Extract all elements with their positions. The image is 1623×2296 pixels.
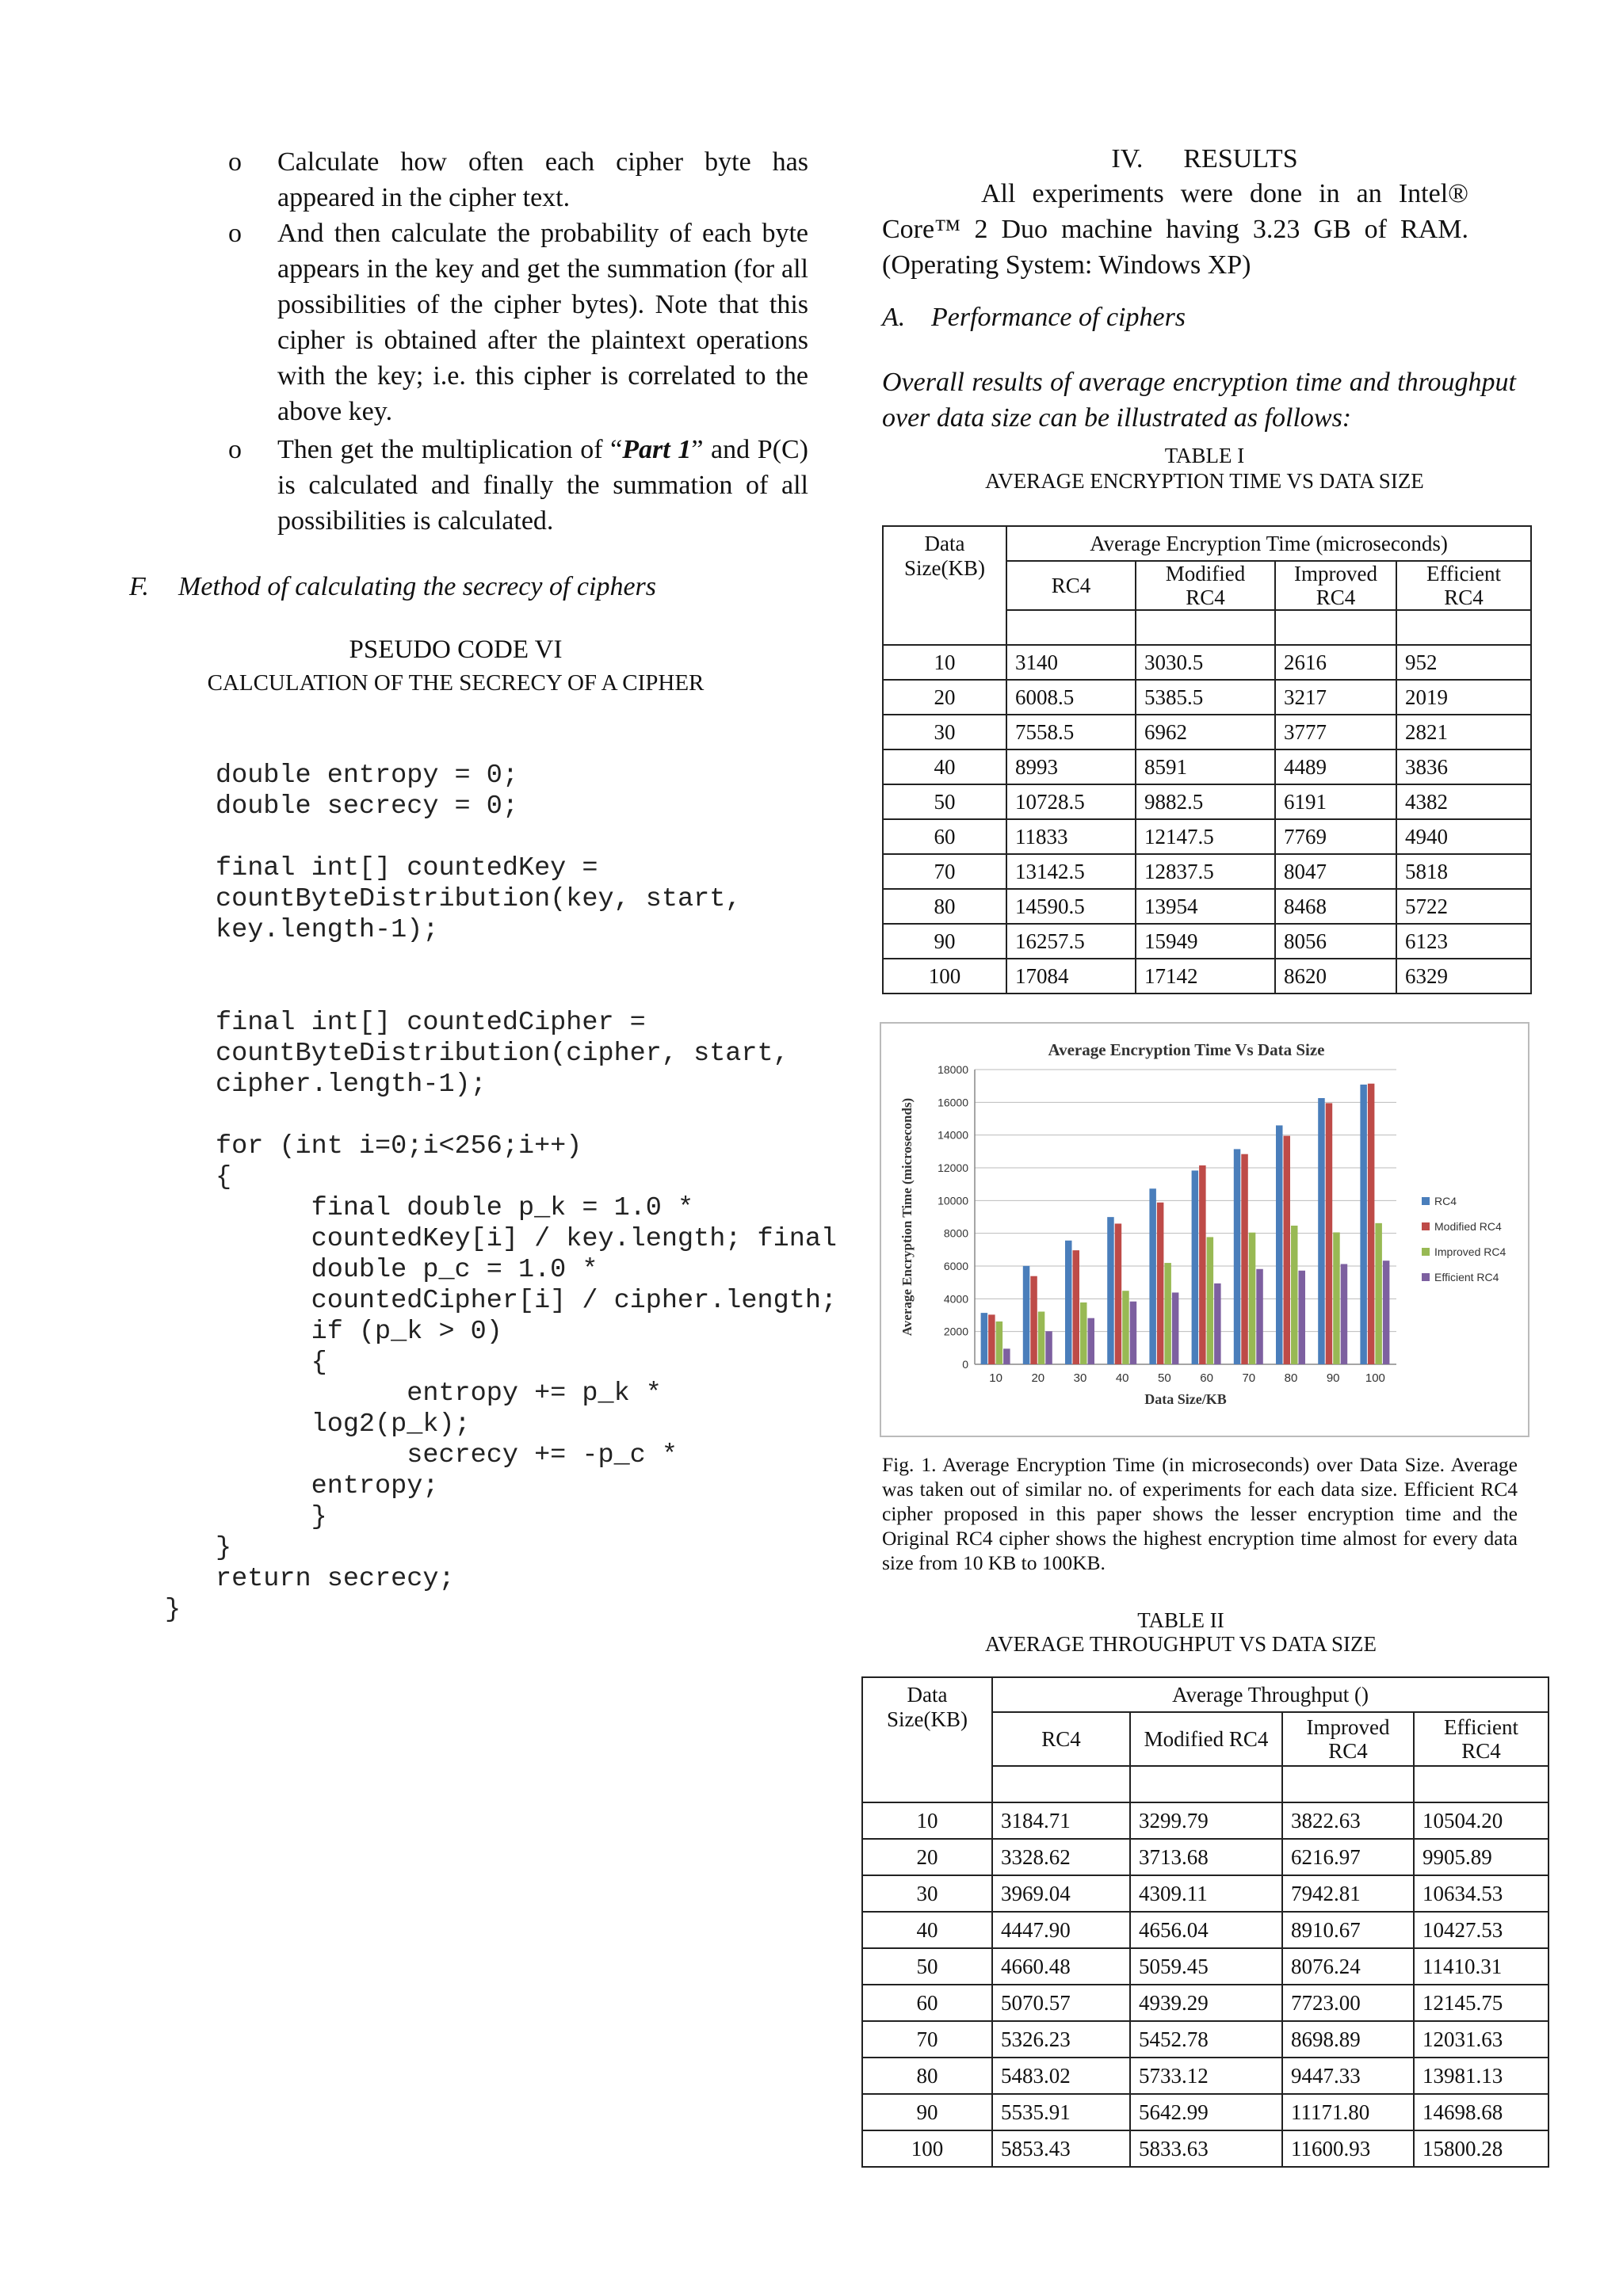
bar-improved-rc4	[1333, 1233, 1340, 1364]
table2	[861, 1676, 1549, 2168]
legend-swatch	[1422, 1197, 1430, 1205]
y-tick-label: 4000	[943, 1292, 968, 1306]
table-row	[883, 784, 1531, 819]
table-cell: 7942.81	[1282, 1875, 1414, 1912]
table-cell: 13954	[1136, 889, 1275, 924]
table-cell: 3030.5	[1136, 645, 1275, 680]
legend-label: Modified RC4	[1434, 1220, 1502, 1233]
table-row-label: 80	[862, 2058, 992, 2094]
bar-efficient-rc4	[1088, 1318, 1095, 1364]
table-cell: 6008.5	[1006, 680, 1136, 715]
table-row	[862, 1985, 1549, 2021]
table-cell: 2821	[1396, 715, 1531, 749]
bar-efficient-rc4	[1341, 1264, 1348, 1364]
x-tick-label: 60	[1200, 1371, 1213, 1385]
x-tick-label: 50	[1158, 1371, 1171, 1385]
table-cell: 9447.33	[1282, 2058, 1414, 2094]
table-cell: 16257.5	[1006, 924, 1136, 959]
code-line: log2(p_k);	[216, 1409, 471, 1440]
code-line	[216, 977, 837, 1008]
table-cell: 11600.93	[1282, 2130, 1414, 2167]
table-cell: 15949	[1136, 924, 1275, 959]
table-cell: 4660.48	[992, 1948, 1130, 1985]
table-cell: 10728.5	[1006, 784, 1136, 819]
bar-efficient-rc4	[1214, 1283, 1221, 1364]
y-tick-label: 8000	[943, 1226, 968, 1240]
table-cell: 6123	[1396, 924, 1531, 959]
bullet-mark: o	[228, 435, 242, 464]
table-cell: 10427.53	[1414, 1912, 1549, 1948]
table-cell: 13142.5	[1006, 854, 1136, 889]
table-cell: 5833.63	[1130, 2130, 1282, 2167]
x-tick-label: 80	[1284, 1371, 1298, 1385]
table-cell: 4656.04	[1130, 1912, 1282, 1948]
encryption-time-chart	[880, 1022, 1529, 1437]
legend-label: RC4	[1434, 1195, 1457, 1207]
pseudo-code-title: CALCULATION OF THE SECRECY OF A CIPHER	[207, 670, 705, 696]
table-cell: 2019	[1396, 680, 1531, 715]
table-cell: 9905.89	[1414, 1839, 1549, 1875]
table-row-label: 30	[862, 1875, 992, 1912]
bar-rc4	[1318, 1098, 1325, 1364]
table-cell: 12031.63	[1414, 2021, 1549, 2058]
table-cell: 3777	[1275, 715, 1396, 749]
table-cell: 8910.67	[1282, 1912, 1414, 1948]
table-cell: 15800.28	[1414, 2130, 1549, 2167]
code-line: countedKey[i] / key.length; final	[216, 1224, 838, 1254]
y-axis-label: Average Encryption Time (microseconds)	[899, 1097, 915, 1337]
y-tick-label: 6000	[943, 1260, 968, 1272]
code-line: if (p_k > 0)	[216, 1317, 502, 1347]
table-row	[883, 959, 1531, 994]
x-tick-label: 70	[1242, 1371, 1256, 1385]
legend-label: Efficient RC4	[1434, 1271, 1499, 1283]
code-line: entropy += p_k *	[216, 1379, 662, 1409]
table1-group-header: Average Encryption Time (microseconds)	[1006, 526, 1531, 561]
bar-rc4	[1234, 1149, 1241, 1364]
table1-col-header: Modified RC4	[1136, 561, 1275, 610]
bar-rc4	[1065, 1241, 1072, 1364]
table-cell: 3184.71	[992, 1802, 1130, 1839]
table-cell: 3140	[1006, 645, 1136, 680]
table2-title: AVERAGE THROUGHPUT VS DATA SIZE	[985, 1632, 1377, 1656]
table-row	[862, 2021, 1549, 2058]
y-tick-label: 12000	[938, 1161, 968, 1174]
bullet-item: Then get the multiplication of “Part 1” and P(C) is calculated and finally the summation of all possibilities is calculated.	[277, 435, 808, 536]
table-cell: 2616	[1275, 645, 1396, 680]
table-cell: 3217	[1275, 680, 1396, 715]
results-intro: All experiments were done in an Intel® Core™ 2 Duo machine having 3.23 GB of RAM. (Operating System: Windows XP)	[882, 179, 1468, 280]
table-cell: 3969.04	[992, 1875, 1130, 1912]
table-cell: 3713.68	[1130, 1839, 1282, 1875]
table-cell: 6329	[1396, 959, 1531, 994]
bar-efficient-rc4	[1172, 1292, 1179, 1364]
code-line: final double p_k = 1.0 *	[216, 1193, 694, 1223]
table-cell: 8591	[1136, 749, 1275, 784]
table-cell: 12837.5	[1136, 854, 1275, 889]
table-row	[862, 1912, 1549, 1948]
bar-improved-rc4	[1080, 1302, 1087, 1364]
bar-rc4	[1023, 1266, 1030, 1364]
table1	[882, 525, 1532, 994]
code-line: }	[216, 1502, 327, 1532]
table-row-label: 40	[883, 749, 1006, 784]
bar-modified-rc4	[1199, 1165, 1206, 1364]
table-cell: 7723.00	[1282, 1985, 1414, 2021]
results-heading: IV. RESULTS	[1111, 144, 1298, 174]
y-tick-label: 2000	[943, 1325, 968, 1338]
bullet-mark: o	[228, 147, 242, 177]
subsection-title: Performance of ciphers	[931, 303, 1186, 332]
bar-modified-rc4	[1030, 1276, 1037, 1364]
chart-title: Average Encryption Time Vs Data Size	[1048, 1040, 1325, 1059]
table-row-label: 100	[862, 2130, 992, 2167]
x-tick-label: 40	[1115, 1371, 1129, 1385]
table-row-label: 60	[862, 1985, 992, 2021]
legend-swatch	[1422, 1222, 1430, 1230]
code-line: {	[216, 1162, 232, 1192]
table-cell: 7558.5	[1006, 715, 1136, 749]
legend-swatch	[1422, 1248, 1430, 1256]
table-cell: 5642.99	[1130, 2094, 1282, 2130]
table-row-label: 70	[862, 2021, 992, 2058]
table-row-label: 30	[883, 715, 1006, 749]
table1-col-header: Improved RC4	[1275, 561, 1396, 610]
table-cell: 3328.62	[992, 1839, 1130, 1875]
code-line: double p_c = 1.0 *	[216, 1255, 598, 1285]
code-line	[216, 946, 837, 977]
code-line: countByteDistribution(cipher, start,	[216, 1039, 789, 1069]
table2-row-header: Data Size(KB)	[862, 1677, 992, 1802]
code-line	[216, 1100, 837, 1131]
table-cell: 7769	[1275, 819, 1396, 854]
code-line: {	[216, 1348, 327, 1378]
pseudo-code-label: PSEUDO CODE VI	[349, 635, 563, 664]
table-cell: 3299.79	[1130, 1802, 1282, 1839]
table-cell: 6962	[1136, 715, 1275, 749]
bar-rc4	[1149, 1188, 1156, 1364]
table-row	[862, 2094, 1549, 2130]
table-cell: 8993	[1006, 749, 1136, 784]
table2-col-header: RC4	[992, 1712, 1130, 1766]
table-row	[883, 715, 1531, 749]
table-cell: 8076.24	[1282, 1948, 1414, 1985]
section-f-letter: F.	[129, 572, 149, 601]
table2-label: TABLE II	[1137, 1608, 1224, 1632]
y-tick-label: 10000	[938, 1194, 968, 1207]
y-tick-label: 14000	[938, 1128, 968, 1142]
x-tick-label: 30	[1073, 1371, 1087, 1385]
table-row	[883, 854, 1531, 889]
table-cell: 4309.11	[1130, 1875, 1282, 1912]
overall-text: Overall results of average encryption time and throughput over data size can be illustrated as follows:	[882, 368, 1516, 433]
table-row-label: 10	[883, 645, 1006, 680]
table-cell: 5059.45	[1130, 1948, 1282, 1985]
table-row	[883, 889, 1531, 924]
table-cell: 3822.63	[1282, 1802, 1414, 1839]
table-row-label: 20	[883, 680, 1006, 715]
code-line: entropy;	[216, 1471, 439, 1501]
y-tick-label: 18000	[938, 1063, 968, 1076]
bar-improved-rc4	[1164, 1263, 1171, 1364]
table-cell: 6191	[1275, 784, 1396, 819]
table-cell: 6216.97	[1282, 1839, 1414, 1875]
bar-rc4	[1107, 1217, 1114, 1364]
table1-row-header: Data Size(KB)	[883, 526, 1006, 645]
table-cell: 9882.5	[1136, 784, 1275, 819]
table-row-label: 40	[862, 1912, 992, 1948]
bar-modified-rc4	[1157, 1203, 1164, 1364]
bar-improved-rc4	[1249, 1233, 1256, 1364]
bar-modified-rc4	[1115, 1223, 1122, 1364]
code-line: final int[] countedKey =	[216, 853, 598, 883]
bar-rc4	[1192, 1170, 1199, 1364]
table-cell: 8056	[1275, 924, 1396, 959]
table-row-label: 90	[862, 2094, 992, 2130]
table1-label: TABLE I	[1164, 444, 1245, 467]
bullet-mark: o	[228, 219, 242, 248]
code-line	[216, 822, 837, 853]
bar-efficient-rc4	[1003, 1348, 1010, 1364]
table-cell: 14698.68	[1414, 2094, 1549, 2130]
table-row-label: 100	[883, 959, 1006, 994]
code-line: key.length-1);	[216, 915, 439, 945]
table-cell: 5483.02	[992, 2058, 1130, 2094]
code-line: countByteDistribution(key, start,	[216, 884, 742, 914]
table-cell: 17142	[1136, 959, 1275, 994]
bar-improved-rc4	[1038, 1312, 1045, 1364]
bar-modified-rc4	[1326, 1103, 1333, 1364]
bar-efficient-rc4	[1256, 1269, 1263, 1364]
x-tick-label: 100	[1365, 1371, 1385, 1385]
table-row	[862, 1948, 1549, 1985]
bar-efficient-rc4	[1383, 1261, 1390, 1364]
table-row-label: 80	[883, 889, 1006, 924]
table-row-label: 90	[883, 924, 1006, 959]
table-cell: 5853.43	[992, 2130, 1130, 2167]
bullet-item: Calculate how often each cipher byte has appeared in the cipher text.	[277, 147, 808, 212]
table-row-label: 50	[862, 1948, 992, 1985]
table2-col-header: Modified RC4	[1130, 1712, 1282, 1766]
bullet-item: And then calculate the probability of each byte appears in the key and get the summation (for all possibilities of the cipher bytes). Note that this cipher is obtained after the plaintext operations with the key; i.e. this cipher is correlated to the above key.	[277, 219, 808, 426]
table1-col-header: RC4	[1006, 561, 1136, 610]
x-axis-label: Data Size/KB	[1144, 1391, 1227, 1407]
bar-modified-rc4	[988, 1314, 995, 1364]
table-cell: 4939.29	[1130, 1985, 1282, 2021]
bar-rc4	[981, 1313, 988, 1364]
table-cell: 4447.90	[992, 1912, 1130, 1948]
figure-caption: Fig. 1. Average Encryption Time (in microseconds) over Data Size. Average was taken out of similar no. of experiments for each data size. Efficient RC4 cipher proposed in this paper shows the lesser encryption time and the Original RC4 cipher shows the highest encryption time almost for every data size from 10 KB to 100KB.	[882, 1453, 1518, 1574]
table-row-label: 20	[862, 1839, 992, 1875]
table-cell: 12145.75	[1414, 1985, 1549, 2021]
bar-efficient-rc4	[1130, 1302, 1137, 1364]
table2-group-header: Average Throughput ()	[992, 1677, 1549, 1712]
y-tick-label: 16000	[938, 1096, 968, 1109]
bar-improved-rc4	[996, 1322, 1003, 1364]
table-cell: 4489	[1275, 749, 1396, 784]
code-block	[216, 761, 837, 1595]
legend-swatch	[1422, 1273, 1430, 1281]
table-row	[862, 2130, 1549, 2167]
code-line: return secrecy;	[216, 1564, 455, 1594]
bar-efficient-rc4	[1045, 1331, 1052, 1364]
table-cell: 4382	[1396, 784, 1531, 819]
bar-modified-rc4	[1284, 1136, 1291, 1364]
bar-improved-rc4	[1375, 1223, 1382, 1364]
table-cell: 14590.5	[1006, 889, 1136, 924]
table-cell: 5733.12	[1130, 2058, 1282, 2094]
table-row-label: 50	[883, 784, 1006, 819]
table-row	[883, 819, 1531, 854]
x-tick-label: 20	[1031, 1371, 1045, 1385]
bar-rc4	[1276, 1125, 1283, 1364]
table-cell: 13981.13	[1414, 2058, 1549, 2094]
table-cell: 5070.57	[992, 1985, 1130, 2021]
table1-col-header: Efficient RC4	[1396, 561, 1531, 610]
table-cell: 952	[1396, 645, 1531, 680]
bar-modified-rc4	[1241, 1154, 1248, 1364]
table-cell: 8468	[1275, 889, 1396, 924]
bar-improved-rc4	[1122, 1291, 1129, 1364]
table-row	[883, 680, 1531, 715]
table1-title: AVERAGE ENCRYPTION TIME VS DATA SIZE	[985, 469, 1424, 493]
code-line: double entropy = 0;	[216, 761, 518, 791]
code-line: for (int i=0;i<256;i++)	[216, 1131, 582, 1161]
bar-modified-rc4	[1368, 1084, 1375, 1364]
table-cell: 11410.31	[1414, 1948, 1549, 1985]
table-cell: 5722	[1396, 889, 1531, 924]
bar-rc4	[1360, 1085, 1367, 1364]
x-tick-label: 90	[1326, 1371, 1340, 1385]
section-f-title: Method of calculating the secrecy of ciphers	[178, 572, 657, 601]
code-line: }	[216, 1533, 232, 1563]
table-cell: 5326.23	[992, 2021, 1130, 2058]
code-closing-brace: }	[165, 1595, 181, 1625]
table-cell: 5452.78	[1130, 2021, 1282, 2058]
table-cell: 17084	[1006, 959, 1136, 994]
table-row-label: 70	[883, 854, 1006, 889]
code-line: countedCipher[i] / cipher.length;	[216, 1286, 838, 1316]
table-cell: 5818	[1396, 854, 1531, 889]
table-cell: 4940	[1396, 819, 1531, 854]
table-cell: 12147.5	[1136, 819, 1275, 854]
table-cell: 5535.91	[992, 2094, 1130, 2130]
bar-efficient-rc4	[1299, 1271, 1306, 1364]
table2-col-header: Efficient RC4	[1414, 1712, 1549, 1766]
code-line: cipher.length-1);	[216, 1070, 487, 1100]
table-cell: 8620	[1275, 959, 1396, 994]
code-line: secrecy += -p_c *	[216, 1440, 678, 1470]
code-line: double secrecy = 0;	[216, 791, 518, 822]
table-row-label: 60	[883, 819, 1006, 854]
bar-improved-rc4	[1207, 1237, 1214, 1364]
table-cell: 10504.20	[1414, 1802, 1549, 1839]
legend-label: Improved RC4	[1434, 1245, 1507, 1258]
y-tick-label: 0	[962, 1358, 968, 1371]
table-row-label: 10	[862, 1802, 992, 1839]
table-cell: 11833	[1006, 819, 1136, 854]
table-cell: 5385.5	[1136, 680, 1275, 715]
table-cell: 8047	[1275, 854, 1396, 889]
table-cell: 8698.89	[1282, 2021, 1414, 2058]
x-tick-label: 10	[989, 1371, 1002, 1385]
table-row	[862, 2058, 1549, 2094]
subsection-letter: A.	[882, 303, 906, 332]
bar-modified-rc4	[1073, 1250, 1080, 1364]
bar-improved-rc4	[1291, 1226, 1298, 1364]
table-row	[883, 749, 1531, 784]
table2-col-header: Improved RC4	[1282, 1712, 1414, 1766]
table-cell: 10634.53	[1414, 1875, 1549, 1912]
chart-svg	[881, 1024, 1528, 1436]
table-row	[862, 1875, 1549, 1912]
table-cell: 11171.80	[1282, 2094, 1414, 2130]
table-row	[883, 924, 1531, 959]
table-row	[883, 645, 1531, 680]
table-row	[862, 1839, 1549, 1875]
table-row	[862, 1802, 1549, 1839]
table-cell: 3836	[1396, 749, 1531, 784]
code-line: final int[] countedCipher =	[216, 1008, 646, 1038]
